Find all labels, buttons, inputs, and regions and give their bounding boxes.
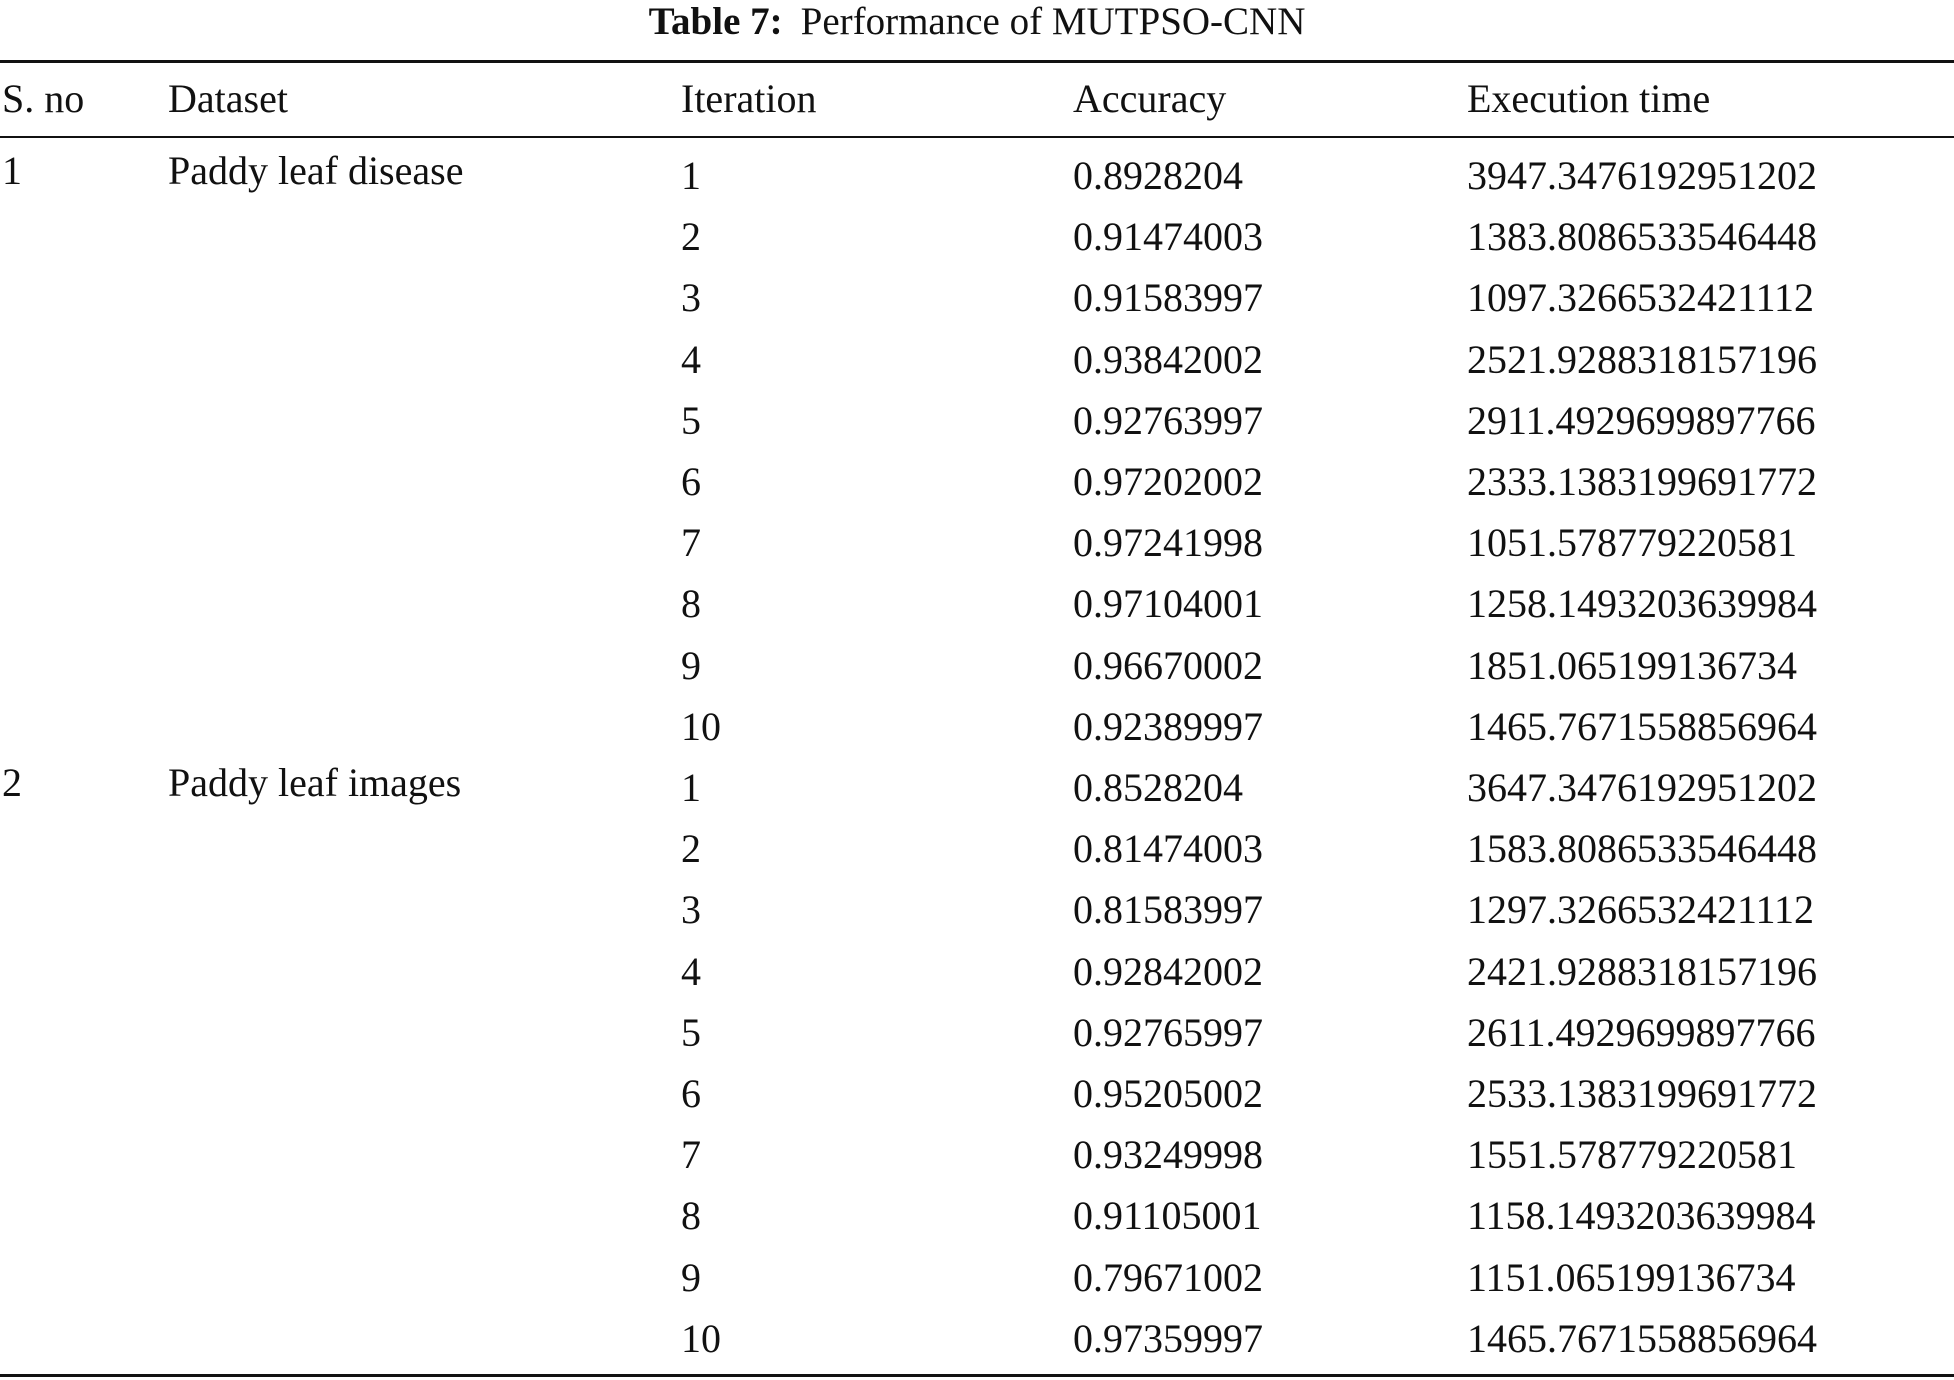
cell-execution-time: 3647.3476192951202 — [1467, 765, 1817, 810]
cell-accuracy: 0.79671002 — [1073, 1254, 1263, 1300]
group-sno: 2 — [2, 760, 22, 805]
table-row — [0, 757, 1954, 818]
cell-iteration: 3 — [681, 275, 701, 321]
group-dataset: Paddy leaf images — [168, 760, 462, 805]
header-dataset: Dataset — [168, 76, 288, 121]
cell-iteration: 6 — [681, 459, 701, 504]
table-row — [0, 696, 1954, 757]
cell-execution-time: 1583.8086533546448 — [1467, 826, 1817, 872]
cell-accuracy: 0.95205002 — [1073, 1071, 1263, 1116]
header-sno: S. no — [2, 76, 85, 121]
table-row — [0, 267, 1954, 328]
cell-accuracy: 0.92763997 — [1073, 397, 1263, 443]
table-row — [0, 1063, 1954, 1124]
cell-accuracy: 0.97202002 — [1073, 459, 1263, 504]
table-bottom-rule — [0, 1374, 1954, 1377]
cell-accuracy: 0.93249998 — [1073, 1132, 1263, 1178]
cell-iteration: 4 — [681, 336, 701, 382]
cell-execution-time: 1158.1493203639984 — [1467, 1193, 1816, 1239]
table-caption — [0, 0, 1954, 48]
cell-iteration: 5 — [681, 1009, 701, 1055]
cell-iteration: 1 — [681, 765, 701, 810]
header-iteration: Iteration — [681, 76, 817, 121]
cell-execution-time: 1551.578779220581 — [1467, 1132, 1797, 1178]
cell-execution-time: 1051.578779220581 — [1467, 520, 1797, 566]
cell-iteration: 10 — [681, 703, 721, 749]
cell-iteration: 8 — [681, 1193, 701, 1239]
table-row — [0, 1002, 1954, 1063]
cell-execution-time: 2533.1383199691772 — [1467, 1071, 1817, 1116]
cell-accuracy: 0.8528204 — [1073, 765, 1243, 810]
cell-accuracy: 0.91474003 — [1073, 214, 1263, 260]
header-execution-time: Execution time — [1467, 76, 1711, 121]
cell-execution-time: 2611.4929699897766 — [1467, 1009, 1816, 1055]
table-row — [0, 206, 1954, 267]
table-row — [0, 635, 1954, 696]
table-row — [0, 1247, 1954, 1308]
table-header-rule — [0, 136, 1954, 138]
cell-execution-time: 1151.065199136734 — [1467, 1254, 1796, 1300]
cell-accuracy: 0.81474003 — [1073, 826, 1263, 872]
cell-accuracy: 0.97241998 — [1073, 520, 1263, 566]
cell-execution-time: 2911.4929699897766 — [1467, 397, 1816, 443]
cell-iteration: 10 — [681, 1315, 721, 1361]
cell-iteration: 3 — [681, 887, 701, 933]
table-row — [0, 329, 1954, 390]
table-row — [0, 573, 1954, 634]
cell-execution-time: 1097.3266532421112 — [1467, 275, 1815, 321]
cell-execution-time: 1465.7671558856964 — [1467, 1315, 1817, 1361]
table-header-row — [0, 64, 1954, 134]
cell-iteration: 9 — [681, 642, 701, 688]
table-top-rule — [0, 60, 1954, 63]
cell-iteration: 7 — [681, 1132, 701, 1178]
cell-iteration: 1 — [681, 153, 701, 198]
table-caption-text: Performance of MUTPSO-CNN — [800, 0, 1306, 43]
cell-accuracy: 0.91583997 — [1073, 275, 1263, 321]
table-row — [0, 145, 1954, 206]
table-row — [0, 390, 1954, 451]
header-accuracy: Accuracy — [1073, 76, 1227, 121]
cell-accuracy: 0.81583997 — [1073, 887, 1263, 933]
cell-iteration: 4 — [681, 948, 701, 994]
cell-accuracy: 0.91105001 — [1073, 1193, 1262, 1239]
table-row — [0, 512, 1954, 573]
cell-iteration: 6 — [681, 1071, 701, 1116]
table-row — [0, 451, 1954, 512]
cell-execution-time: 1297.3266532421112 — [1467, 887, 1815, 933]
table-row — [0, 879, 1954, 940]
cell-accuracy: 0.8928204 — [1073, 153, 1243, 198]
cell-iteration: 2 — [681, 826, 701, 872]
cell-accuracy: 0.92842002 — [1073, 948, 1263, 994]
cell-accuracy: 0.92765997 — [1073, 1009, 1263, 1055]
cell-execution-time: 1383.8086533546448 — [1467, 214, 1817, 260]
cell-execution-time: 3947.3476192951202 — [1467, 153, 1817, 198]
cell-iteration: 7 — [681, 520, 701, 566]
cell-iteration: 2 — [681, 214, 701, 260]
table-row — [0, 1185, 1954, 1246]
cell-iteration: 8 — [681, 581, 701, 627]
cell-execution-time: 2521.9288318157196 — [1467, 336, 1817, 382]
cell-accuracy: 0.92389997 — [1073, 703, 1263, 749]
cell-execution-time: 1465.7671558856964 — [1467, 703, 1817, 749]
table-row — [0, 941, 1954, 1002]
cell-accuracy: 0.96670002 — [1073, 642, 1263, 688]
cell-iteration: 9 — [681, 1254, 701, 1300]
table-row — [0, 818, 1954, 879]
cell-accuracy: 0.93842002 — [1073, 336, 1263, 382]
table-row — [0, 1124, 1954, 1185]
table-caption-label: Table 7: — [648, 0, 783, 43]
table-body — [0, 145, 1954, 1369]
cell-execution-time: 2421.9288318157196 — [1467, 948, 1817, 994]
cell-execution-time: 1851.065199136734 — [1467, 642, 1797, 688]
group-dataset: Paddy leaf disease — [168, 148, 464, 193]
group-sno: 1 — [2, 148, 22, 193]
cell-execution-time: 2333.1383199691772 — [1467, 459, 1817, 504]
cell-accuracy: 0.97104001 — [1073, 581, 1263, 627]
table-row — [0, 1308, 1954, 1369]
cell-execution-time: 1258.1493203639984 — [1467, 581, 1817, 627]
cell-accuracy: 0.97359997 — [1073, 1315, 1263, 1361]
cell-iteration: 5 — [681, 397, 701, 443]
